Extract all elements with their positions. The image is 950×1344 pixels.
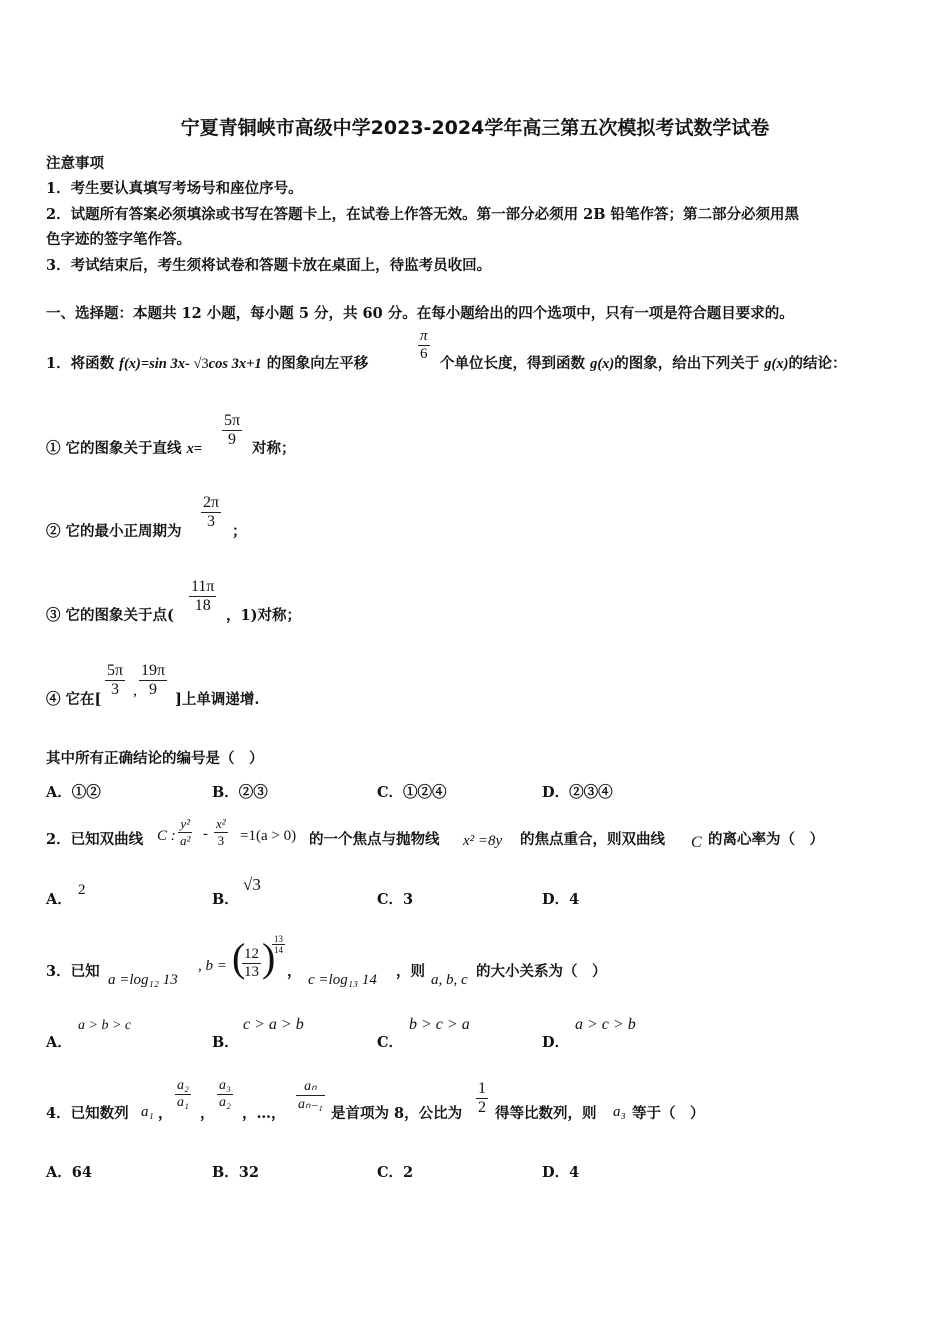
q1-s3-den: 18 <box>194 597 211 614</box>
q1-s1-den: 9 <box>228 431 237 448</box>
q3-stem-b: 的大小关系为（ ） <box>476 963 607 980</box>
q1-s4-num2: 19π <box>141 662 166 679</box>
q1-ask: 其中所有正确结论的编号是（ ） <box>46 750 264 767</box>
notice-item: 色字迹的签字笔作答。 <box>46 231 191 248</box>
q3-b-den: 13 <box>244 964 259 980</box>
q4-ratio-1 <box>175 1078 191 1111</box>
q1-s4-den2: 9 <box>149 681 158 698</box>
q1-stem-b: 的图象向左平移 <box>261 355 369 372</box>
q1-shift-fraction <box>418 328 430 363</box>
q1-statement-2: ② 它的最小正周期为 <box>46 523 182 540</box>
notice-item: 3．考试结束后，考生须将试卷和答题卡放在桌面上，待监考员收回。 <box>46 257 492 274</box>
q1-shift-num: π <box>420 328 428 344</box>
q1-s3-num: 11π <box>191 578 215 595</box>
q1-gx2: g(x) <box>764 356 789 372</box>
q4-ratio-half <box>476 1080 488 1117</box>
q1-s3-fraction <box>189 578 216 615</box>
q1-s2-num: 2π <box>203 494 220 511</box>
q2-stem-a: 2．已知双曲线 <box>46 831 144 848</box>
q1-stem-tail <box>440 352 846 373</box>
q3-option-c-value: b > c > a <box>409 1016 470 1033</box>
q4-option-c[interactable]: C．2 <box>377 1164 414 1181</box>
q3-b-pre: , b = <box>198 958 227 974</box>
q1-sqrt3: √3 <box>193 356 209 372</box>
q1-option-b[interactable]: B．②③ <box>212 784 268 801</box>
q3-option-a-value: a > b > c <box>78 1018 132 1033</box>
q2-option-b-value: √3 <box>243 875 261 894</box>
q4-option-b[interactable]: B．32 <box>212 1164 259 1181</box>
q4-option-a[interactable]: A．64 <box>46 1164 92 1181</box>
q3-option-d[interactable]: D． <box>542 1034 570 1051</box>
q2-c2: C <box>691 834 702 851</box>
q4-f2-den: a₂ <box>219 1095 231 1110</box>
q2-eq: =1(a > 0) <box>240 828 297 844</box>
q4-sep: ， <box>158 1105 173 1122</box>
q4-f3-num: aₙ <box>296 1078 325 1096</box>
notice-item: 1．考生要认真填写考场号和座位序号。 <box>46 180 303 197</box>
q3-exp-num: 13 <box>274 934 283 944</box>
q4-r-den: 2 <box>478 1099 486 1116</box>
notice-heading: 注意事项 <box>46 155 104 172</box>
q4-option-d[interactable]: D．4 <box>542 1164 580 1181</box>
q1-option-c[interactable]: C．①②④ <box>377 784 447 801</box>
q4-sep: ， <box>200 1105 215 1122</box>
q3-option-b-value: c > a > b <box>243 1016 304 1033</box>
q2-option-c[interactable]: C．3 <box>377 891 414 908</box>
q1-fx: f(x)=sin 3x- <box>119 356 194 372</box>
q1-s4-comma: , <box>133 682 137 699</box>
q1-statement-1 <box>46 437 202 458</box>
q4-r-num: 1 <box>478 1080 486 1097</box>
q1-statement-3: ③ 它的图象关于点( <box>46 607 174 624</box>
q1-s4-fraction-1 <box>105 662 125 699</box>
q2-frac-y2-a2 <box>178 816 192 849</box>
q1-stem-a: 1．将函数 <box>46 355 120 372</box>
q2-stem-c: 的焦点重合，则双曲线 <box>520 831 665 848</box>
q1-s2-den: 3 <box>207 513 216 530</box>
q1-s1-post: 对称； <box>252 440 296 457</box>
q3-abc: a, b, c <box>431 972 468 988</box>
q1-s1-pre: ① 它的图象关于直线 <box>46 440 187 457</box>
q1-s4-fraction-2 <box>139 662 167 699</box>
q2-minus: - <box>203 826 208 842</box>
q1-s1-x: x= <box>186 441 203 457</box>
page-title: 宁夏青铜峡市高级中学2023-2024学年高三第五次模拟考试数学试卷 <box>180 117 770 139</box>
q3-stem-a: 3．已知 <box>46 963 100 980</box>
q4-f3-den: aₙ₋₁ <box>298 1097 323 1112</box>
q2-parabola: x² =8y <box>463 833 503 849</box>
q4-f2-num: a₃ <box>219 1078 231 1093</box>
q1-s3-post: ，1)对称； <box>226 607 301 624</box>
q1-gx: g(x) <box>590 356 615 372</box>
q3-a-def: a =log₁₂ 13 <box>108 972 178 988</box>
q4-a3: a₃ <box>613 1104 626 1120</box>
q2-option-d[interactable]: D．4 <box>542 891 580 908</box>
q1-statement-4: ④ 它在[ <box>46 691 102 708</box>
notice-item: 2．试题所有答案必须填涂或书写在答题卡上，在试卷上作答无效。第一部分必须用 2B 铅笔作答；第二部分必须用黑 <box>46 206 800 223</box>
q3-option-b[interactable]: B． <box>212 1034 239 1051</box>
q4-a1: a₁ <box>141 1104 154 1120</box>
q2-a2: a² <box>180 833 191 848</box>
q4-f1-num: a₂ <box>177 1078 189 1093</box>
q2-x2: x² <box>216 816 226 831</box>
q1-s2-post: ； <box>232 523 247 540</box>
q1-s4-post: ]上单调递增. <box>175 691 260 708</box>
q1-cos: cos 3x+1 <box>208 356 262 372</box>
q3-b-num: 12 <box>244 946 259 962</box>
q2-option-a-value: 2 <box>78 882 86 898</box>
q3-left-paren: ( <box>232 935 246 980</box>
q1-option-d[interactable]: D．②③④ <box>542 784 613 801</box>
q3-exp-fraction <box>272 934 285 955</box>
q1-stem-d: 的图象，给出下列关于 <box>614 355 765 372</box>
q4-ratio-2 <box>217 1078 233 1111</box>
q4-ratio-n <box>296 1078 325 1113</box>
q2-frac-x2-3 <box>214 816 228 849</box>
q2-y2: y² <box>178 816 192 833</box>
q4-dots: ，…， <box>242 1105 286 1122</box>
q2-three: 3 <box>217 833 225 848</box>
q1-s4-num1: 5π <box>107 662 124 679</box>
q3-right-paren: ) <box>262 935 276 980</box>
q2-option-a[interactable]: A． <box>46 891 72 908</box>
q2-c-label: C : <box>157 828 176 844</box>
q4-stem-b: 是首项为 8，公比为 <box>331 1105 463 1122</box>
q4-stem-a: 4．已知数列 <box>46 1105 129 1122</box>
q3-option-a[interactable]: A． <box>46 1034 72 1051</box>
q2-stem-d: 的离心率为（ ） <box>708 831 824 848</box>
q3-option-d-value: a > c > b <box>575 1016 636 1033</box>
q1-s4-den1: 3 <box>111 681 120 698</box>
q3-b-fraction <box>242 946 261 981</box>
q2-option-b[interactable]: B． <box>212 891 239 908</box>
q3-comma: ， <box>287 963 302 980</box>
q4-f1-den: a₁ <box>177 1095 189 1110</box>
q1-s1-fraction <box>222 412 242 449</box>
q4-stem-d: 等于（ ） <box>632 1105 705 1122</box>
q2-stem-b: 的一个焦点与抛物线 <box>309 831 440 848</box>
q3-c-def: c =log₁₃ 14 <box>308 972 377 988</box>
q1-stem <box>46 352 368 373</box>
q3-option-c[interactable]: C． <box>377 1034 404 1051</box>
q1-s1-num: 5π <box>224 412 241 429</box>
q1-stem-e: 的结论： <box>788 355 847 372</box>
q1-s2-fraction <box>201 494 221 531</box>
q1-stem-c: 个单位长度，得到函数 <box>440 355 591 372</box>
q3-then: ，则 <box>396 963 425 980</box>
q4-stem-c: 得等比数列，则 <box>495 1105 597 1122</box>
q1-option-a[interactable]: A．①② <box>46 784 101 801</box>
section-heading: 一、选择题：本题共 12 小题，每小题 5 分，共 60 分。在每小题给出的四个选项中，只有一项是符合题目要求的。 <box>46 305 794 322</box>
q1-shift-den: 6 <box>420 346 428 362</box>
q3-exp-den: 14 <box>274 945 283 955</box>
